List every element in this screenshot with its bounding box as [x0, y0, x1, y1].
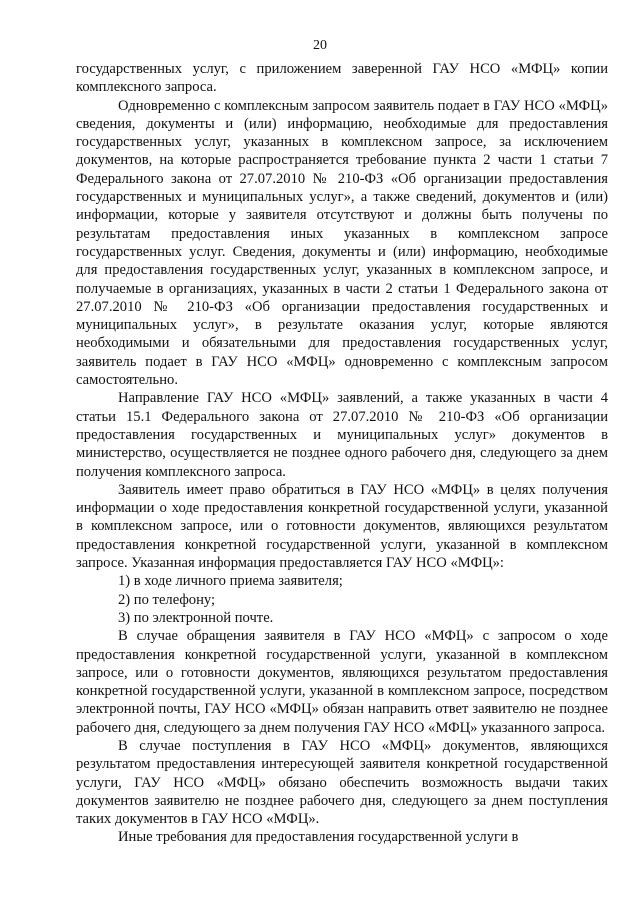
- paragraph: В случае поступления в ГАУ НСО «МФЦ» документов, являющихся результатом предоставления интересующей заявителя конкретной государственной услуги, ГАУ НСО «МФЦ» обязано обеспечить возможность выдачи таких документов заявителю не позднее рабочего дня, следующего за днем поступления таких документов в ГАУ НСО «МФЦ».: [76, 737, 608, 828]
- paragraph: Направление ГАУ НСО «МФЦ» заявлений, а также указанных в части 4 статьи 15.1 Федерального закона от 27.07.2010 № 210-ФЗ «Об организации предоставления государственных и муниципальных услуг» документов в министерство, осуществляется не позднее одного рабочего дня, следующего за днем получения комплексного запроса.: [76, 390, 608, 480]
- list-item: 1) в ходе личного приема заявителя;: [118, 573, 343, 590]
- page-number: 20: [313, 38, 327, 53]
- list-item: 3) по электронной почте.: [118, 609, 274, 626]
- document-body: [76, 60, 608, 847]
- paragraph-continuation: государственных услуг, с приложением заверенной ГАУ НСО «МФЦ» копии комплексного запроса.: [76, 61, 608, 96]
- paragraph-last: Иные требования для предоставления государственной услуги в: [118, 829, 519, 846]
- paragraph: Одновременно с комплексным запросом заявитель подает в ГАУ НСО «МФЦ» сведения, документы и (или) информацию, необходимые для предоставления государственных услуг, указанных в комплексном запросе, за исключением документов, на которые распространяется требование пункта 2 части 1 статьи 7 Федерального закона от 27.07.2010 № 210-ФЗ «Об организации предоставления государственных и муниципальных услуг», а также сведений, документов и (или) информации, которые у заявителя отсутствуют и должны быть получены по результатам предоставления иных указанных в комплексном запросе государственных услуг. Сведения, документы и (или) информацию, необходимые для предоставления государственных услуг, указанных в комплексном запросе, и получаемые в организациях, указанных в части 2 статьи 1 Федерального закона от 27.07.2010 № 210-ФЗ «Об организации предоставления государственных и муниципальных услуг», в результате оказания услуг, которые являются необходимыми и обязательными для предоставления государственных услуг, заявитель подает в ГАУ НСО «МФЦ» одновременно с комплексным запросом самостоятельно.: [76, 97, 608, 389]
- paragraph: В случае обращения заявителя в ГАУ НСО «МФЦ» с запросом о ходе предоставления конкретной государственной услуги, указанной в комплексном запросе, или о готовности документов, являющихся результатом предоставления конкретной государственной услуги, указанной в комплексном запросе, посредством электронной почты, ГАУ НСО «МФЦ» обязан направить ответ заявителю не позднее рабочего дня, следующего за днем получения ГАУ НСО «МФЦ» указанного запроса.: [76, 628, 608, 736]
- list-item: 2) по телефону;: [118, 591, 216, 608]
- paragraph: Заявитель имеет право обратиться в ГАУ НСО «МФЦ» в целях получения информации о ходе предоставления конкретной государственной услуги, указанной в комплексном запросе, или о готовности документов, являющихся результатом предоставления конкретной государственной услуги, указанной в комплексном запросе. Указанная информация предоставляется ГАУ НСО «МФЦ»:: [76, 481, 608, 572]
